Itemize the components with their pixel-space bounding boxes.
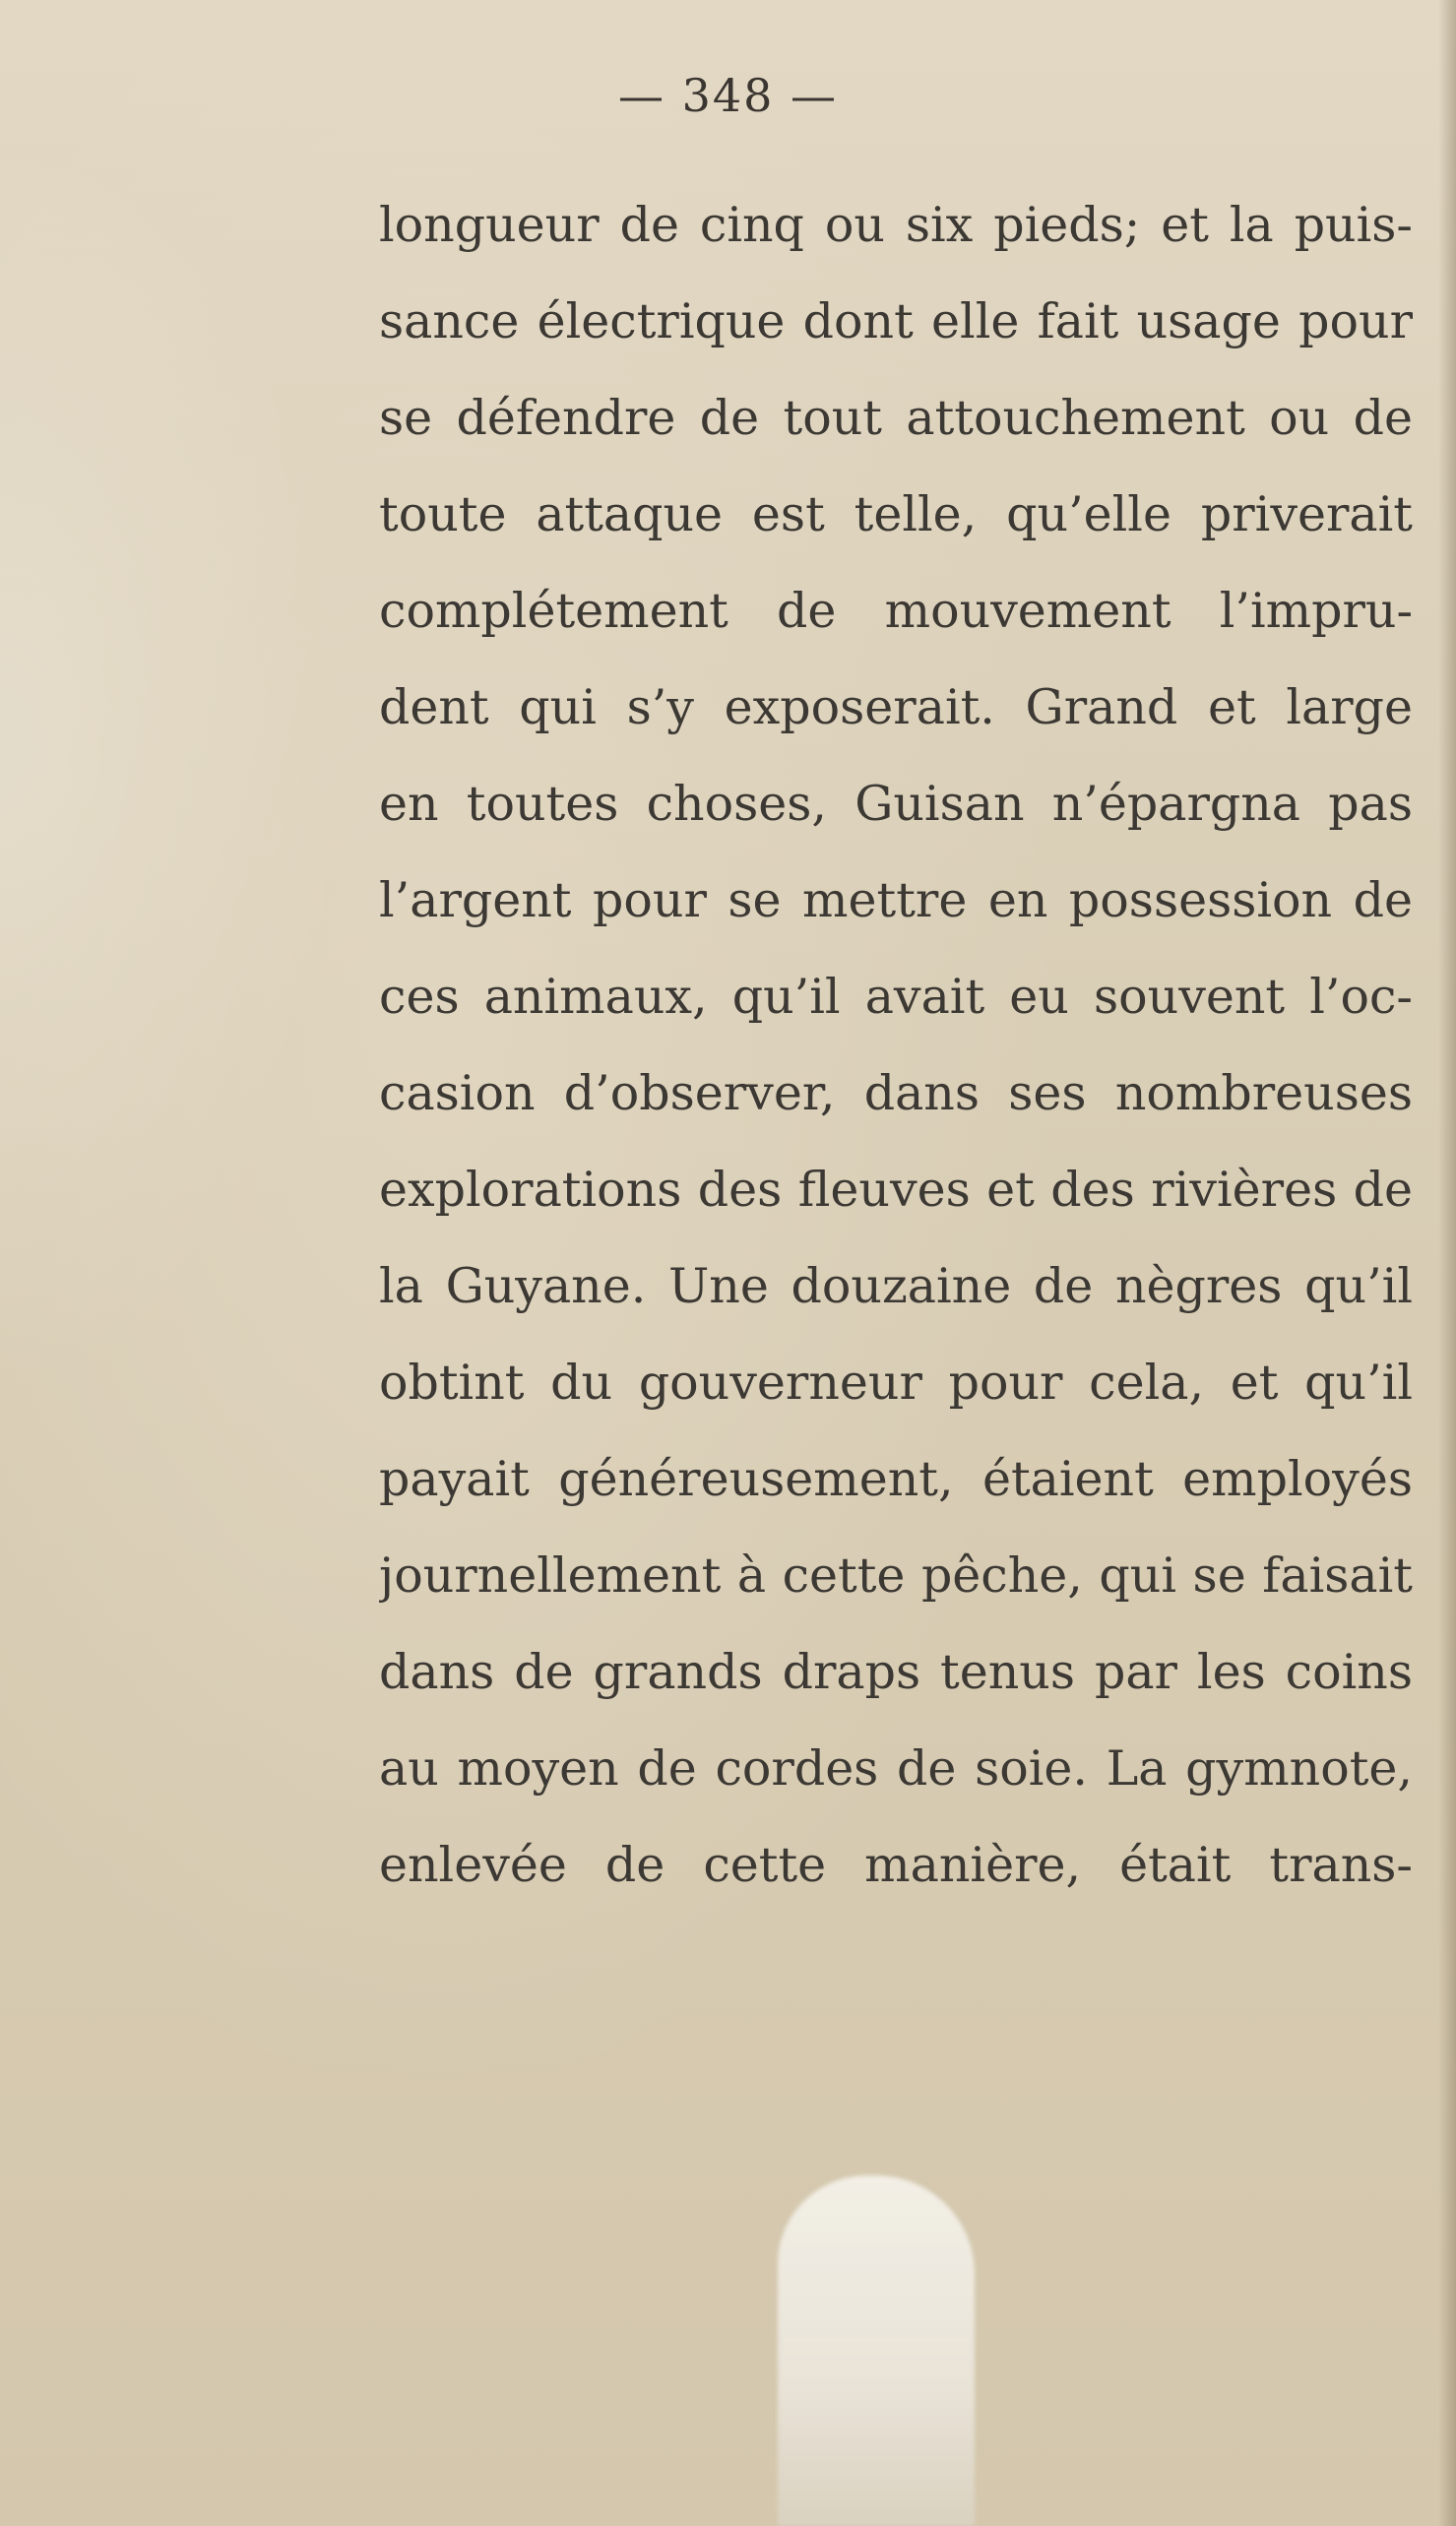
- body-text: [379, 177, 1413, 1914]
- text-line: complétement de mouvement l’impru-: [379, 583, 1413, 639]
- text-line: au moyen de cordes de soie. La gymnote,: [379, 1740, 1413, 1797]
- text-line: dans de grands draps tenus par les coins: [379, 1644, 1413, 1700]
- text-line: ces animaux, qu’il avait eu souvent l’oc-: [379, 969, 1413, 1025]
- paper-tear-mark: [778, 2176, 975, 2526]
- text-line: explorations des fleuves et des rivières de: [379, 1162, 1413, 1218]
- text-line: en toutes choses, Guisan n’épargna pas: [379, 776, 1413, 832]
- text-line: se défendre de tout attouchement ou de: [379, 390, 1413, 446]
- text-line: casion d’observer, dans ses nombreuses: [379, 1065, 1413, 1121]
- text-line: enlevée de cette manière, était trans-: [379, 1837, 1413, 1893]
- text-line: payait généreusement, étaient employés: [379, 1451, 1413, 1507]
- text-line: sance électrique dont elle fait usage pour: [379, 293, 1413, 349]
- page-edge-shadow: [1438, 0, 1456, 2526]
- text-line: la Guyane. Une douzaine de nègres qu’il: [379, 1258, 1413, 1314]
- text-line: dent qui s’y exposerait. Grand et large: [379, 679, 1413, 735]
- text-line: obtint du gouverneur pour cela, et qu’il: [379, 1355, 1413, 1411]
- text-line: journellement à cette pêche, qui se faisait: [379, 1547, 1413, 1604]
- page-number: — 348 —: [617, 69, 839, 122]
- text-line: toute attaque est telle, qu’elle priverait: [379, 486, 1413, 542]
- text-line: longueur de cinq ou six pieds; et la puis-: [379, 197, 1413, 253]
- text-line: l’argent pour se mettre en possession de: [379, 872, 1413, 928]
